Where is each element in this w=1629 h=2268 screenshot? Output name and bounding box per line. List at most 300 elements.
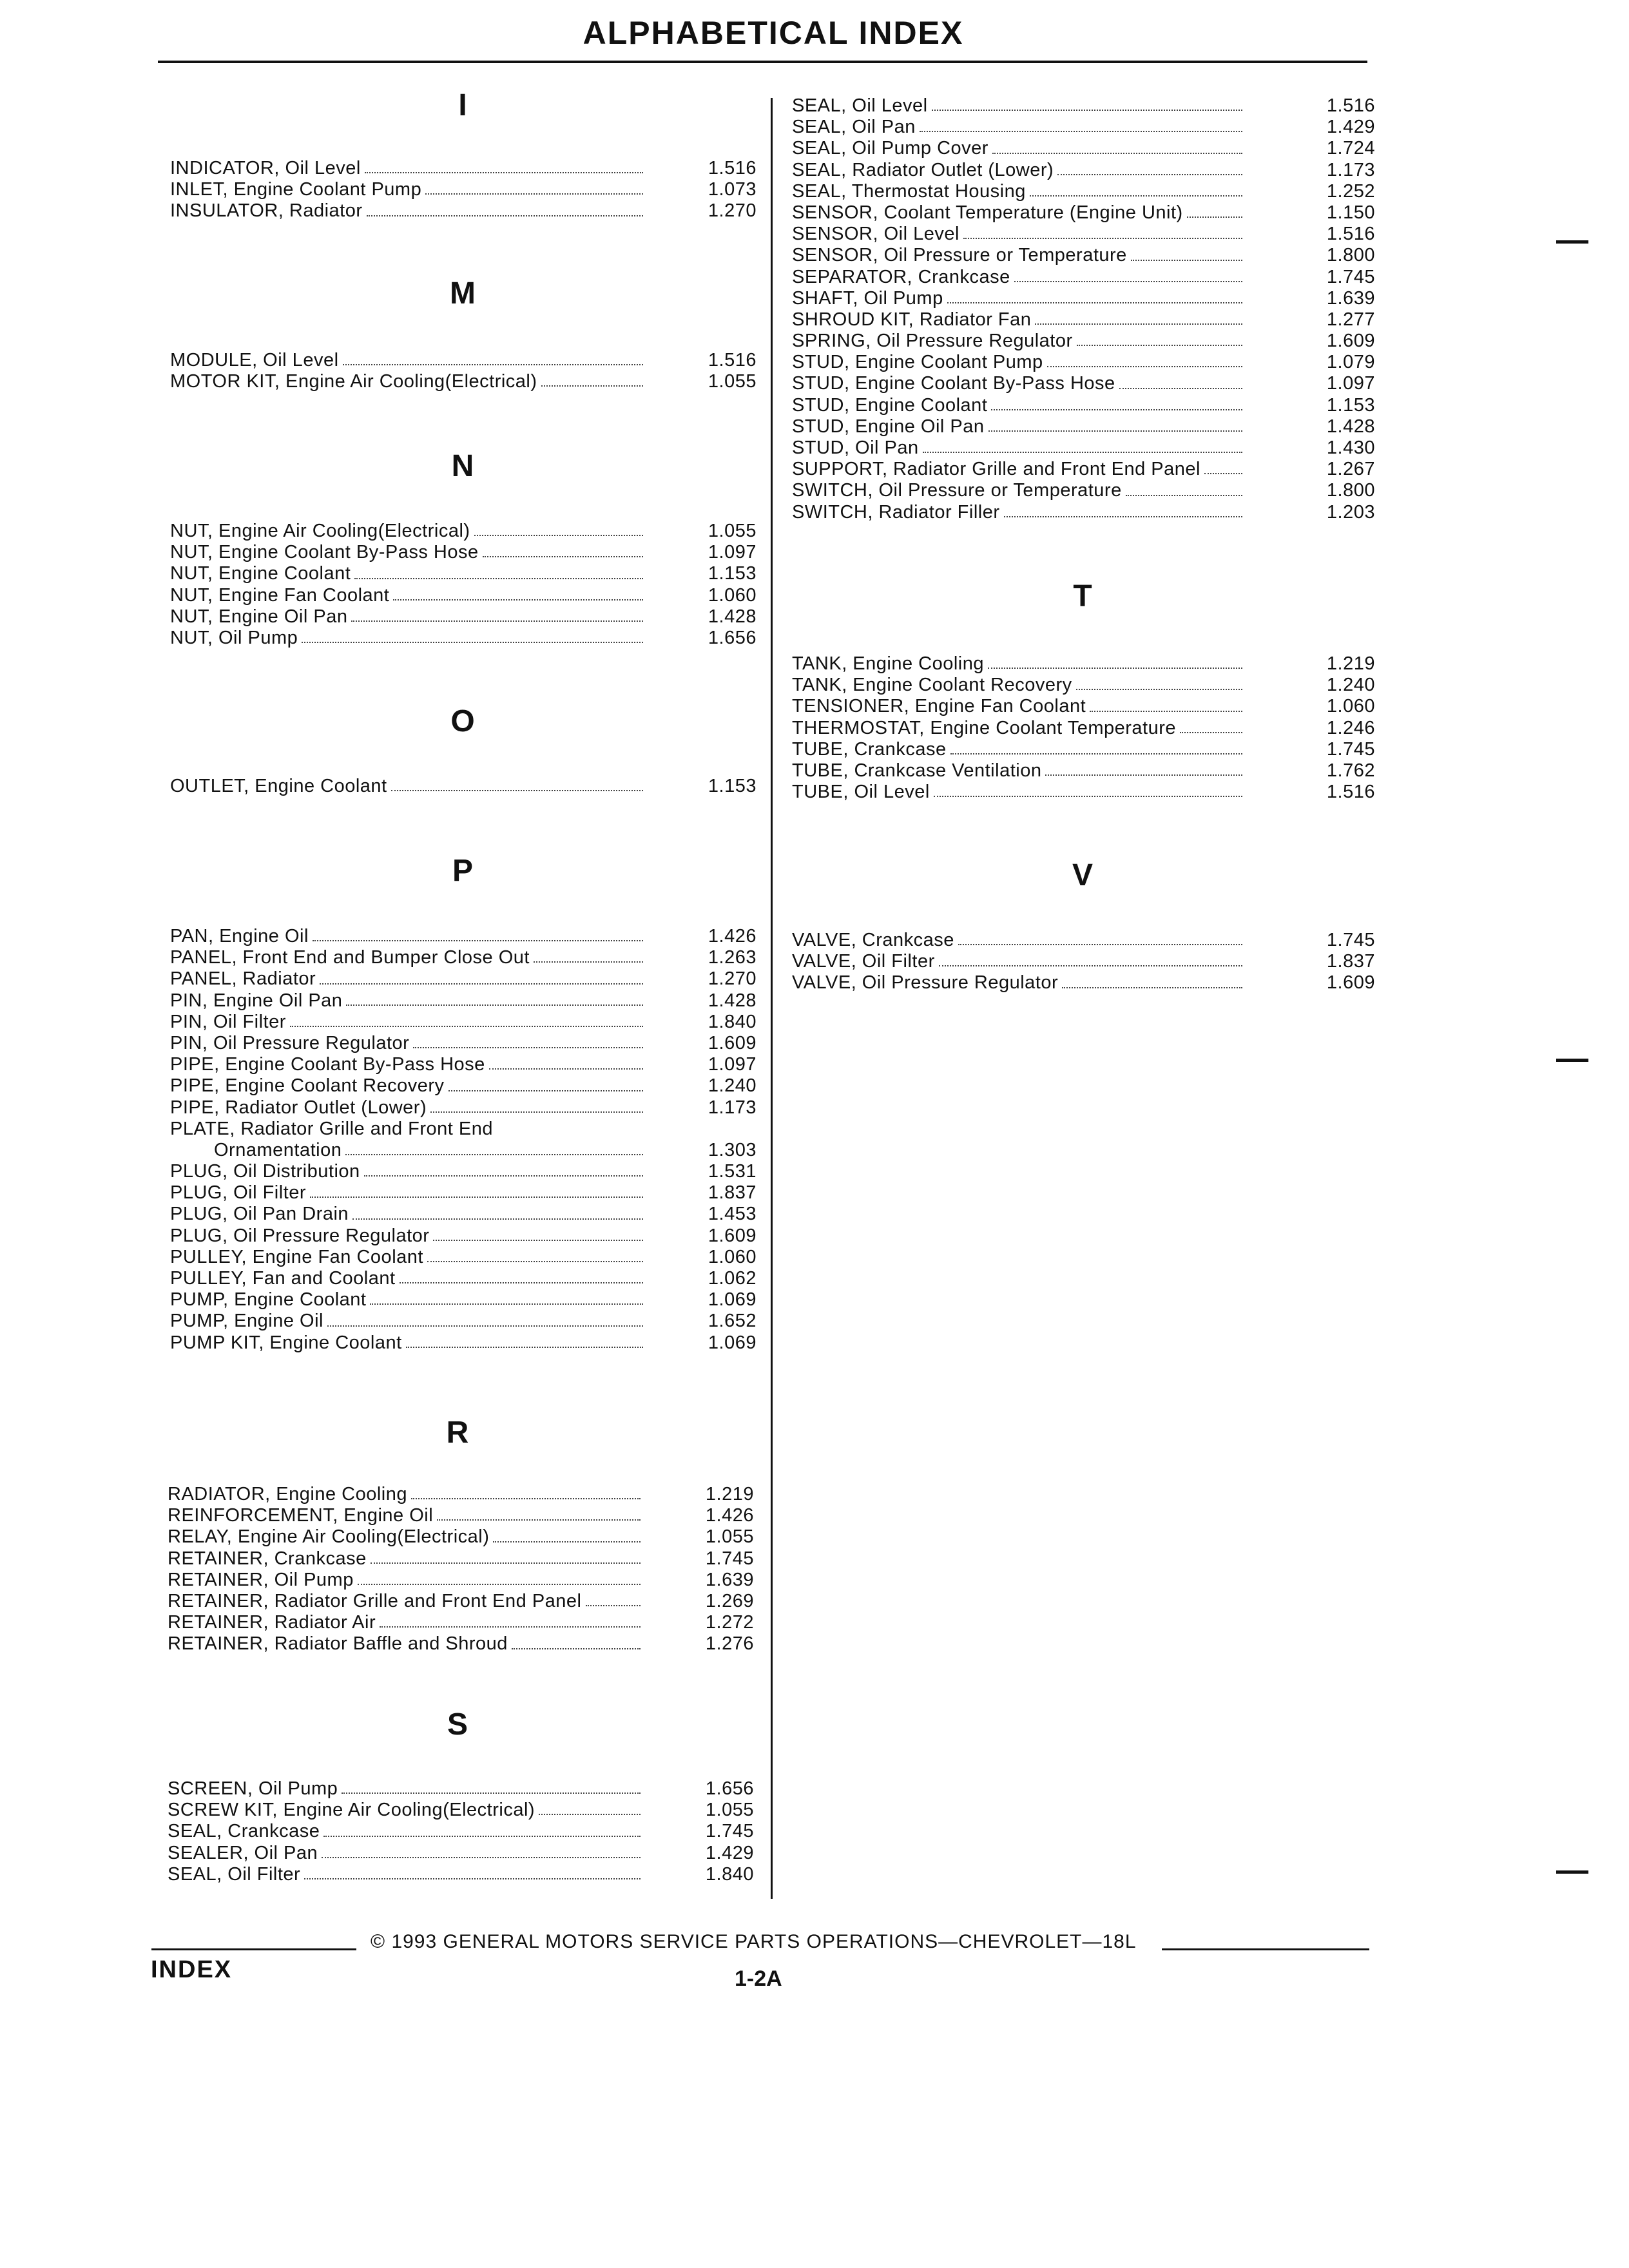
dot-leader: [433, 1240, 643, 1241]
index-entry: [792, 437, 1375, 459]
index-entry: [792, 459, 1375, 480]
dot-leader: [939, 965, 1242, 966]
dot-leader: [358, 1584, 641, 1585]
section-letter-t: T: [1073, 579, 1092, 613]
entry-label: SUPPORT, Radiator Grille and Front End Panel: [792, 459, 1200, 480]
index-entry: [170, 1119, 757, 1140]
entry-label: Ornamentation: [214, 1139, 342, 1160]
index-entry: [792, 696, 1375, 717]
entry-page-number: 1.800: [1326, 245, 1375, 266]
entry-label: PAN, Engine Oil: [170, 926, 309, 947]
entry-page-number: 1.428: [1326, 416, 1375, 437]
index-entry: [792, 95, 1375, 117]
index-entry: [792, 739, 1375, 760]
dot-leader: [1187, 216, 1242, 218]
section-letter-m: M: [450, 276, 476, 311]
entry-label: SPRING, Oil Pressure Regulator: [792, 331, 1073, 352]
index-entry: [170, 990, 757, 1012]
dot-leader: [541, 385, 643, 387]
entry-label: VALVE, Crankcase: [792, 930, 954, 950]
index-entry: [170, 1332, 757, 1354]
index-entry: [170, 1097, 757, 1119]
entry-page-number: 1.097: [1326, 373, 1375, 394]
index-entry: [170, 521, 757, 542]
entry-page-number: 1.429: [705, 1842, 754, 1863]
entry-label: PLUG, Oil Pressure Regulator: [170, 1225, 430, 1246]
dot-leader: [352, 1218, 643, 1220]
section-letter-o: O: [450, 704, 475, 738]
dot-leader: [310, 1196, 643, 1198]
index-entry: [170, 1075, 757, 1097]
dot-leader: [302, 642, 643, 643]
entry-label: PLATE, Radiator Grille and Front End: [170, 1118, 494, 1139]
entry-label: SEAL, Thermostat Housing: [792, 180, 1026, 202]
entry-page-number: 1.303: [708, 1139, 757, 1160]
dot-leader: [920, 131, 1242, 132]
index-entry: [792, 782, 1375, 803]
index-list-s-continued: [792, 95, 1375, 523]
index-list-t: [792, 653, 1375, 803]
entry-label: TUBE, Oil Level: [792, 782, 930, 803]
index-entry: [170, 371, 757, 392]
entry-label: INLET, Engine Coolant Pump: [170, 179, 422, 200]
index-entry: [792, 267, 1375, 288]
index-entry: [168, 1526, 754, 1548]
entry-label: SEAL, Radiator Outlet (Lower): [792, 159, 1054, 180]
dot-leader: [448, 1090, 643, 1091]
dot-leader: [343, 364, 643, 365]
page-number: 1-2A: [735, 1966, 782, 1991]
dot-leader: [992, 153, 1242, 154]
index-entry: [170, 776, 757, 797]
entry-label: PUMP KIT, Engine Coolant: [170, 1332, 402, 1353]
dot-leader: [322, 1857, 641, 1858]
index-entry: [168, 1570, 754, 1591]
edge-mark: [1556, 1870, 1588, 1874]
dot-leader: [365, 172, 643, 173]
entry-label: PULLEY, Fan and Coolant: [170, 1268, 396, 1289]
entry-page-number: 1.060: [708, 1246, 757, 1267]
entry-label: PLUG, Oil Pan Drain: [170, 1204, 349, 1225]
dot-leader: [290, 1026, 643, 1027]
entry-page-number: 1.240: [1326, 675, 1375, 696]
section-letter-i: I: [458, 88, 467, 122]
entry-label: VALVE, Oil Filter: [792, 951, 935, 972]
entry-label: PANEL, Radiator: [170, 968, 316, 990]
dot-leader: [988, 430, 1242, 432]
entry-label: STUD, Oil Pan: [792, 437, 919, 458]
dot-leader: [304, 1878, 641, 1879]
entry-page-number: 1.060: [708, 584, 757, 606]
index-entry: [168, 1800, 754, 1821]
dot-leader: [327, 1325, 643, 1327]
dot-leader: [367, 215, 643, 216]
entry-page-number: 1.219: [1326, 653, 1375, 674]
entry-label: OUTLET, Engine Coolant: [170, 776, 387, 796]
dot-leader: [1204, 473, 1242, 474]
entry-page-number: 1.426: [708, 926, 757, 947]
dot-leader: [932, 110, 1242, 111]
dot-leader: [345, 1154, 643, 1155]
index-list-m: [170, 350, 757, 392]
index-entry: [168, 1843, 754, 1864]
index-entry: [792, 309, 1375, 331]
entry-page-number: 1.428: [708, 990, 757, 1011]
entry-page-number: 1.240: [708, 1075, 757, 1097]
page-title: ALPHABETICAL INDEX: [583, 15, 964, 51]
dot-leader: [474, 535, 643, 536]
entry-page-number: 1.516: [708, 158, 757, 178]
index-entry: [792, 718, 1375, 739]
entry-page-number: 1.276: [705, 1633, 754, 1655]
index-entry: [168, 1864, 754, 1885]
dot-leader: [988, 668, 1242, 669]
entry-page-number: 1.153: [708, 776, 757, 796]
dot-leader: [1014, 281, 1242, 282]
index-entry: [792, 288, 1375, 309]
title-rule: [158, 61, 1367, 63]
index-entry: [170, 1182, 757, 1204]
dot-leader: [1119, 388, 1242, 389]
index-entry: [792, 395, 1375, 416]
dot-leader: [430, 1111, 643, 1113]
index-entry: [168, 1778, 754, 1800]
entry-label: SENSOR, Oil Pressure or Temperature: [792, 245, 1127, 266]
entry-page-number: 1.173: [708, 1097, 757, 1118]
entry-label: RETAINER, Oil Pump: [168, 1569, 354, 1590]
entry-label: SWITCH, Oil Pressure or Temperature: [792, 480, 1122, 501]
entry-page-number: 1.516: [708, 350, 757, 370]
entry-page-number: 1.639: [1326, 287, 1375, 309]
index-entry: [170, 1140, 757, 1161]
dot-leader: [483, 556, 643, 557]
entry-page-number: 1.069: [708, 1289, 757, 1311]
index-list-r: [168, 1484, 754, 1655]
entry-label: STUD, Engine Coolant: [792, 394, 988, 416]
dot-leader: [354, 578, 643, 579]
dot-leader: [493, 1541, 641, 1542]
entry-label: SENSOR, Oil Level: [792, 224, 959, 245]
entry-label: STUD, Engine Coolant By-Pass Hose: [792, 373, 1115, 394]
index-entry: [792, 160, 1375, 181]
entry-label: NUT, Engine Air Cooling(Electrical): [170, 521, 470, 541]
index-entry: [792, 117, 1375, 138]
entry-label: STUD, Engine Coolant Pump: [792, 352, 1043, 373]
entry-page-number: 1.516: [1326, 224, 1375, 245]
dot-leader: [1030, 195, 1242, 197]
section-letter-s: S: [447, 1707, 468, 1742]
index-entry: [792, 930, 1375, 951]
dot-leader: [313, 940, 643, 941]
entry-page-number: 1.219: [705, 1484, 754, 1504]
entry-page-number: 1.153: [708, 563, 757, 584]
index-entry: [792, 480, 1375, 501]
index-entry: [792, 675, 1375, 696]
dot-leader: [1090, 711, 1242, 712]
entry-page-number: 1.840: [705, 1863, 754, 1885]
dot-leader: [512, 1648, 641, 1649]
dot-leader: [1131, 260, 1242, 261]
entry-label: PIPE, Radiator Outlet (Lower): [170, 1097, 427, 1118]
dot-leader: [534, 961, 643, 963]
entry-page-number: 1.609: [708, 1225, 757, 1246]
entry-page-number: 1.097: [708, 542, 757, 563]
index-entry: [168, 1633, 754, 1655]
entry-page-number: 1.252: [1326, 180, 1375, 202]
dot-leader: [963, 238, 1242, 239]
entry-page-number: 1.246: [1326, 717, 1375, 738]
entry-page-number: 1.516: [1326, 95, 1375, 116]
index-entry: [168, 1484, 754, 1505]
index-entry: [168, 1821, 754, 1842]
entry-label: SEAL, Oil Level: [792, 95, 928, 116]
entry-page-number: 1.840: [708, 1011, 757, 1032]
dot-leader: [1047, 366, 1242, 367]
entry-page-number: 1.203: [1326, 501, 1375, 523]
entry-page-number: 1.430: [1326, 437, 1375, 458]
dot-leader: [393, 599, 643, 601]
entry-label: SEAL, Crankcase: [168, 1821, 320, 1842]
entry-page-number: 1.837: [1326, 951, 1375, 972]
index-entry: [168, 1548, 754, 1570]
entry-label: SHAFT, Oil Pump: [792, 287, 943, 309]
index-entry: [792, 972, 1375, 994]
index-entry: [792, 224, 1375, 245]
dot-leader: [411, 1498, 641, 1499]
index-entry: [170, 1289, 757, 1311]
entry-page-number: 1.745: [1326, 266, 1375, 287]
dot-leader: [991, 409, 1242, 410]
index-entry: [170, 1204, 757, 1225]
index-list-n: [170, 521, 757, 649]
entry-label: PUMP, Engine Oil: [170, 1311, 323, 1332]
entry-label: NUT, Engine Oil Pan: [170, 606, 348, 627]
section-letter-v: V: [1072, 858, 1093, 892]
index-entry: [792, 373, 1375, 394]
dot-leader: [342, 1792, 641, 1794]
entry-page-number: 1.837: [708, 1182, 757, 1204]
entry-label: INSULATOR, Radiator: [170, 200, 363, 222]
entry-page-number: 1.639: [705, 1569, 754, 1590]
entry-label: NUT, Engine Fan Coolant: [170, 584, 390, 606]
entry-page-number: 1.272: [705, 1612, 754, 1633]
index-entry: [792, 202, 1375, 224]
entry-label: INDICATOR, Oil Level: [170, 158, 361, 178]
entry-label: RETAINER, Radiator Air: [168, 1612, 376, 1633]
entry-page-number: 1.652: [708, 1311, 757, 1332]
index-list-i: [170, 158, 757, 222]
dot-leader: [1062, 987, 1242, 988]
entry-label: PUMP, Engine Coolant: [170, 1289, 367, 1311]
entry-page-number: 1.428: [708, 606, 757, 627]
dot-leader: [320, 983, 643, 985]
entry-label: PLUG, Oil Filter: [170, 1182, 307, 1204]
index-list-o: [170, 776, 757, 797]
entry-page-number: 1.531: [708, 1161, 757, 1182]
footer-rule: [1162, 1948, 1369, 1950]
index-entry: [170, 200, 757, 222]
entry-label: SEPARATOR, Crankcase: [792, 266, 1010, 287]
entry-page-number: 1.762: [1326, 760, 1375, 781]
footer-rule: [151, 1948, 356, 1950]
entry-page-number: 1.516: [1326, 782, 1375, 803]
index-entry: [792, 245, 1375, 266]
entry-label: MOTOR KIT, Engine Air Cooling(Electrical): [170, 371, 537, 392]
entry-label: THERMOSTAT, Engine Coolant Temperature: [792, 717, 1177, 738]
entry-page-number: 1.609: [1326, 331, 1375, 352]
index-list-s: [168, 1778, 754, 1885]
entry-page-number: 1.269: [705, 1590, 754, 1611]
entry-label: SEAL, Oil Pump Cover: [792, 138, 988, 159]
entry-page-number: 1.153: [1326, 394, 1375, 416]
index-entry: [792, 181, 1375, 202]
entry-label: TANK, Engine Coolant Recovery: [792, 675, 1072, 696]
dot-leader: [950, 753, 1242, 754]
dot-leader: [1180, 732, 1242, 733]
entry-label: PIN, Oil Pressure Regulator: [170, 1032, 410, 1053]
entry-label: RADIATOR, Engine Cooling: [168, 1484, 407, 1504]
entry-page-number: 1.745: [1326, 930, 1375, 950]
entry-page-number: 1.609: [708, 1032, 757, 1053]
entry-page-number: 1.060: [1326, 696, 1375, 717]
entry-page-number: 1.263: [708, 947, 757, 968]
dot-leader: [346, 1004, 643, 1006]
index-entry: [170, 563, 757, 584]
dot-leader: [391, 790, 643, 791]
index-entry: [792, 352, 1375, 373]
copyright-notice: © 1993 GENERAL MOTORS SERVICE PARTS OPERATIONS—CHEVROLET—18L: [371, 1931, 1137, 1952]
entry-page-number: 1.270: [708, 968, 757, 990]
entry-page-number: 1.055: [705, 1800, 754, 1821]
index-entry: [168, 1505, 754, 1526]
entry-label: PIN, Engine Oil Pan: [170, 990, 343, 1011]
entry-page-number: 1.656: [708, 627, 757, 648]
entry-label: SEALER, Oil Pan: [168, 1842, 318, 1863]
entry-label: NUT, Engine Coolant: [170, 563, 351, 584]
entry-label: SWITCH, Radiator Filler: [792, 501, 1000, 523]
entry-label: RETAINER, Radiator Grille and Front End Panel: [168, 1590, 582, 1611]
entry-page-number: 1.055: [705, 1526, 754, 1548]
index-entry: [170, 585, 757, 606]
entry-page-number: 1.277: [1326, 309, 1375, 330]
section-letter-n: N: [451, 449, 474, 483]
index-entry: [170, 628, 757, 649]
dot-leader: [539, 1814, 641, 1815]
index-entry: [170, 1054, 757, 1075]
entry-label: TUBE, Crankcase: [792, 738, 947, 760]
section-letter-p: P: [452, 854, 473, 888]
dot-leader: [1126, 495, 1242, 496]
dot-leader: [1077, 345, 1242, 346]
entry-page-number: 1.426: [705, 1505, 754, 1526]
index-entry: [170, 1225, 757, 1247]
entry-label: NUT, Oil Pump: [170, 627, 298, 648]
index-entry: [792, 416, 1375, 437]
index-entry: [170, 1311, 757, 1332]
entry-page-number: 1.745: [1326, 738, 1375, 760]
dot-leader: [923, 452, 1242, 453]
entry-page-number: 1.267: [1326, 459, 1375, 480]
index-entry: [792, 760, 1375, 782]
entry-label: PULLEY, Engine Fan Coolant: [170, 1246, 423, 1267]
index-entry: [170, 350, 757, 371]
entry-page-number: 1.270: [708, 200, 757, 222]
index-entry: [792, 331, 1375, 352]
dot-leader: [364, 1175, 643, 1177]
entry-label: PIPE, Engine Coolant Recovery: [170, 1075, 445, 1097]
entry-label: PIPE, Engine Coolant By-Pass Hose: [170, 1054, 485, 1075]
entry-page-number: 1.073: [708, 179, 757, 200]
dot-leader: [406, 1347, 643, 1348]
entry-page-number: 1.609: [1326, 972, 1375, 994]
entry-label: TUBE, Crankcase Ventilation: [792, 760, 1042, 781]
entry-label: STUD, Engine Oil Pan: [792, 416, 985, 437]
entry-page-number: 1.745: [705, 1821, 754, 1842]
index-entry: [170, 1161, 757, 1182]
edge-mark: [1556, 1059, 1588, 1062]
index-list-p: [170, 926, 757, 1354]
entry-page-number: 1.173: [1326, 159, 1375, 180]
entry-label: SCREW KIT, Engine Air Cooling(Electrical): [168, 1800, 535, 1821]
index-entry: [170, 926, 757, 947]
dot-leader: [371, 1562, 641, 1564]
dot-leader: [370, 1303, 643, 1305]
entry-page-number: 1.745: [705, 1548, 754, 1569]
entry-page-number: 1.055: [708, 371, 757, 392]
index-entry: [170, 179, 757, 200]
index-entry: [170, 1247, 757, 1268]
entry-label: RETAINER, Radiator Baffle and Shroud: [168, 1633, 508, 1655]
dot-leader: [380, 1626, 641, 1628]
index-entry: [792, 951, 1375, 972]
index-entry: [170, 947, 757, 968]
index-entry: [170, 1268, 757, 1289]
dot-leader: [958, 944, 1242, 945]
dot-leader: [425, 193, 643, 195]
entry-label: SCREEN, Oil Pump: [168, 1778, 338, 1799]
entry-label: PIN, Oil Filter: [170, 1011, 286, 1032]
entry-label: SHROUD KIT, Radiator Fan: [792, 309, 1032, 330]
index-list-v: [792, 930, 1375, 994]
dot-leader: [1057, 174, 1242, 175]
dot-leader: [586, 1605, 641, 1606]
entry-page-number: 1.453: [708, 1204, 757, 1225]
entry-label: VALVE, Oil Pressure Regulator: [792, 972, 1059, 994]
index-entry: [170, 542, 757, 563]
dot-leader: [437, 1519, 641, 1521]
dot-leader: [1004, 516, 1243, 517]
entry-page-number: 1.800: [1326, 480, 1375, 501]
dot-leader: [427, 1261, 643, 1262]
section-letter-r: R: [446, 1416, 469, 1450]
entry-label: REINFORCEMENT, Engine Oil: [168, 1505, 434, 1526]
entry-page-number: 1.062: [708, 1268, 757, 1289]
entry-label: TANK, Engine Cooling: [792, 653, 985, 674]
entry-label: TENSIONER, Engine Fan Coolant: [792, 696, 1086, 717]
entry-page-number: 1.724: [1326, 138, 1375, 159]
dot-leader: [947, 302, 1242, 303]
dot-leader: [413, 1047, 643, 1048]
index-entry: [792, 138, 1375, 159]
dot-leader: [934, 796, 1242, 797]
column-divider: [771, 98, 773, 1899]
entry-label: RELAY, Engine Air Cooling(Electrical): [168, 1526, 490, 1548]
index-entry: [792, 653, 1375, 675]
entry-page-number: 1.429: [1326, 117, 1375, 138]
entry-page-number: 1.150: [1326, 202, 1375, 223]
dot-leader: [1076, 689, 1242, 690]
index-entry: [170, 968, 757, 990]
